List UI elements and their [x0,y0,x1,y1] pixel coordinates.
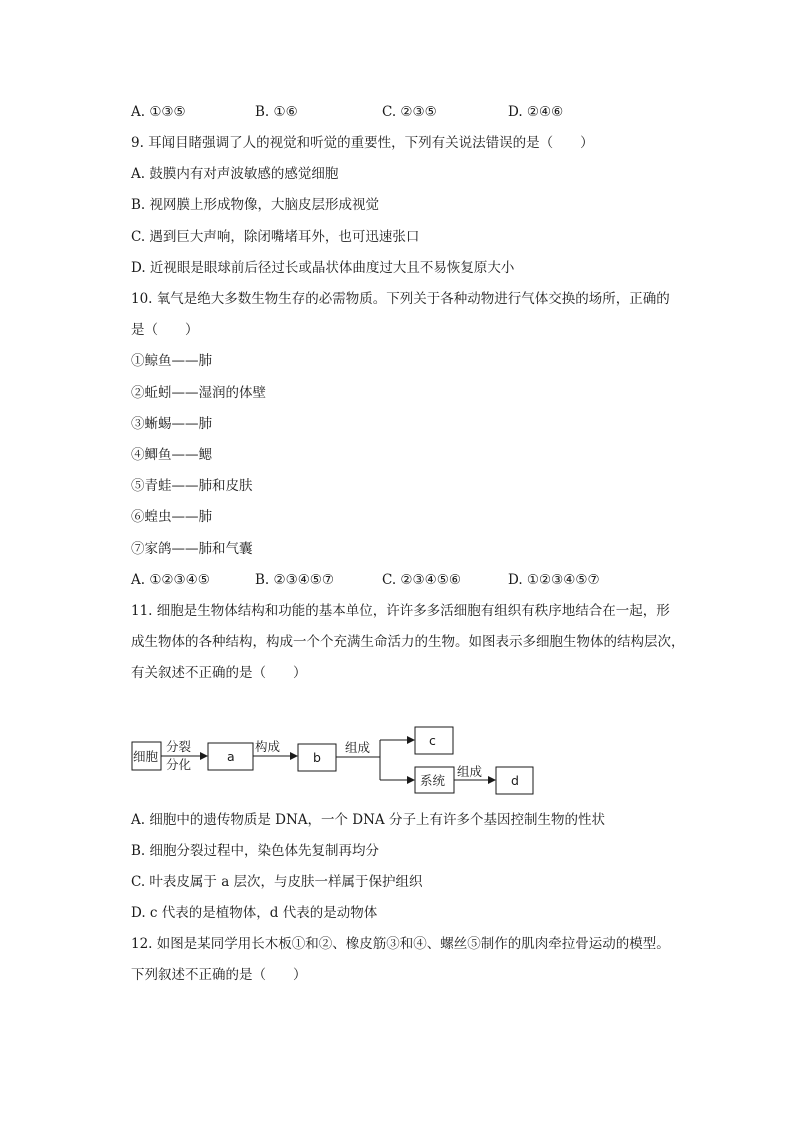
q8-option-c[interactable]: C. ②③⑤ [382,104,437,120]
q10-item-5: ⑤青蛙——肺和皮肤 [131,478,253,494]
q11-option-b[interactable]: B. 细胞分裂过程中，染色体先复制再均分 [131,843,380,859]
q10-options [131,570,691,590]
q10-option-d[interactable]: D. ①②③④⑤⑦ [508,572,600,588]
q10-item-6: ⑥蝗虫——肺 [131,509,212,525]
q10-option-b[interactable]: B. ②③④⑤⑦ [255,572,335,588]
form-label-2: 组成 [457,764,483,779]
q10-item-2: ②蚯蚓——湿润的体壁 [131,385,266,401]
cell-label: 细胞 [133,749,159,764]
q9-stem: 9. 耳闻目睹强调了人的视觉和听觉的重要性，下列有关说法错误的是（ ） [131,135,594,151]
q8-option-a[interactable]: A. ①③⑤ [131,104,186,120]
q8-option-b[interactable]: B. ①⑥ [255,104,298,120]
q12-stem-line2: 下列叙述不正确的是（ ） [131,967,307,983]
q10-stem-line2: 是（ ） [131,322,199,338]
q9-option-d[interactable]: D. 近视眼是眼球前后径过长或晶状体曲度过大且不易恢复原大小 [131,260,515,276]
q8-options [131,102,691,122]
q11-stem-line2: 成生物体的各种结构，构成一个个充满生命活力的生物。如图表示多细胞生物体的结构层次， [131,634,685,650]
q8-option-d[interactable]: D. ②④⑥ [508,104,564,120]
q9-option-a[interactable]: A. 鼓膜内有对声波敏感的感觉细胞 [131,166,339,182]
q10-stem-line1: 10. 氧气是绝大多数生物生存的必需物质。下列关于各种动物进行气体交换的场所，正确的 [131,291,670,307]
q9-option-c[interactable]: C. 遇到巨大声响，除闭嘴堵耳外，也可迅速张口 [131,229,420,245]
a-label: a [227,749,235,764]
q10-item-4: ④鲫鱼——鳃 [131,447,212,463]
b-label: b [313,750,321,765]
q11-option-c[interactable]: C. 叶表皮属于 a 层次，与皮肤一样属于保护组织 [131,874,423,890]
q11-stem-line3: 有关叙述不正确的是（ ） [131,665,307,681]
q10-option-c[interactable]: C. ②③④⑤⑥ [382,572,461,588]
split-label: 分裂 [166,739,192,754]
d-label: d [511,773,519,788]
compose-label: 构成 [255,739,281,754]
q12-stem-line1: 12. 如图是某同学用长木板①和②、橡皮筋③和④、螺丝⑤制作的肌肉牵拉骨运动的模型。 [131,936,670,952]
system-label: 系统 [420,773,446,788]
differentiate-label: 分化 [166,757,192,772]
q11-stem-line1: 11. 细胞是生物体结构和功能的基本单位，许许多多活细胞有组织有秩序地结合在一起，形 [131,603,670,619]
q11-option-a[interactable]: A. 细胞中的遗传物质是 DNA，一个 DNA 分子上有许多个基因控制生物的性状 [131,812,605,828]
q10-item-7: ⑦家鸽——肺和气囊 [131,541,253,557]
q10-option-a[interactable]: A. ①②③④⑤ [131,572,210,588]
q11-option-d[interactable]: D. c 代表的是植物体，d 代表的是动物体 [131,905,378,921]
q10-item-1: ①鲸鱼——肺 [131,353,212,369]
q9-option-b[interactable]: B. 视网膜上形成物像，大脑皮层形成视觉 [131,197,380,213]
form-label-1: 组成 [345,740,371,755]
structure-hierarchy-diagram [130,725,540,805]
q10-item-3: ③蜥蜴——肺 [131,416,212,432]
c-label: c [429,733,436,748]
